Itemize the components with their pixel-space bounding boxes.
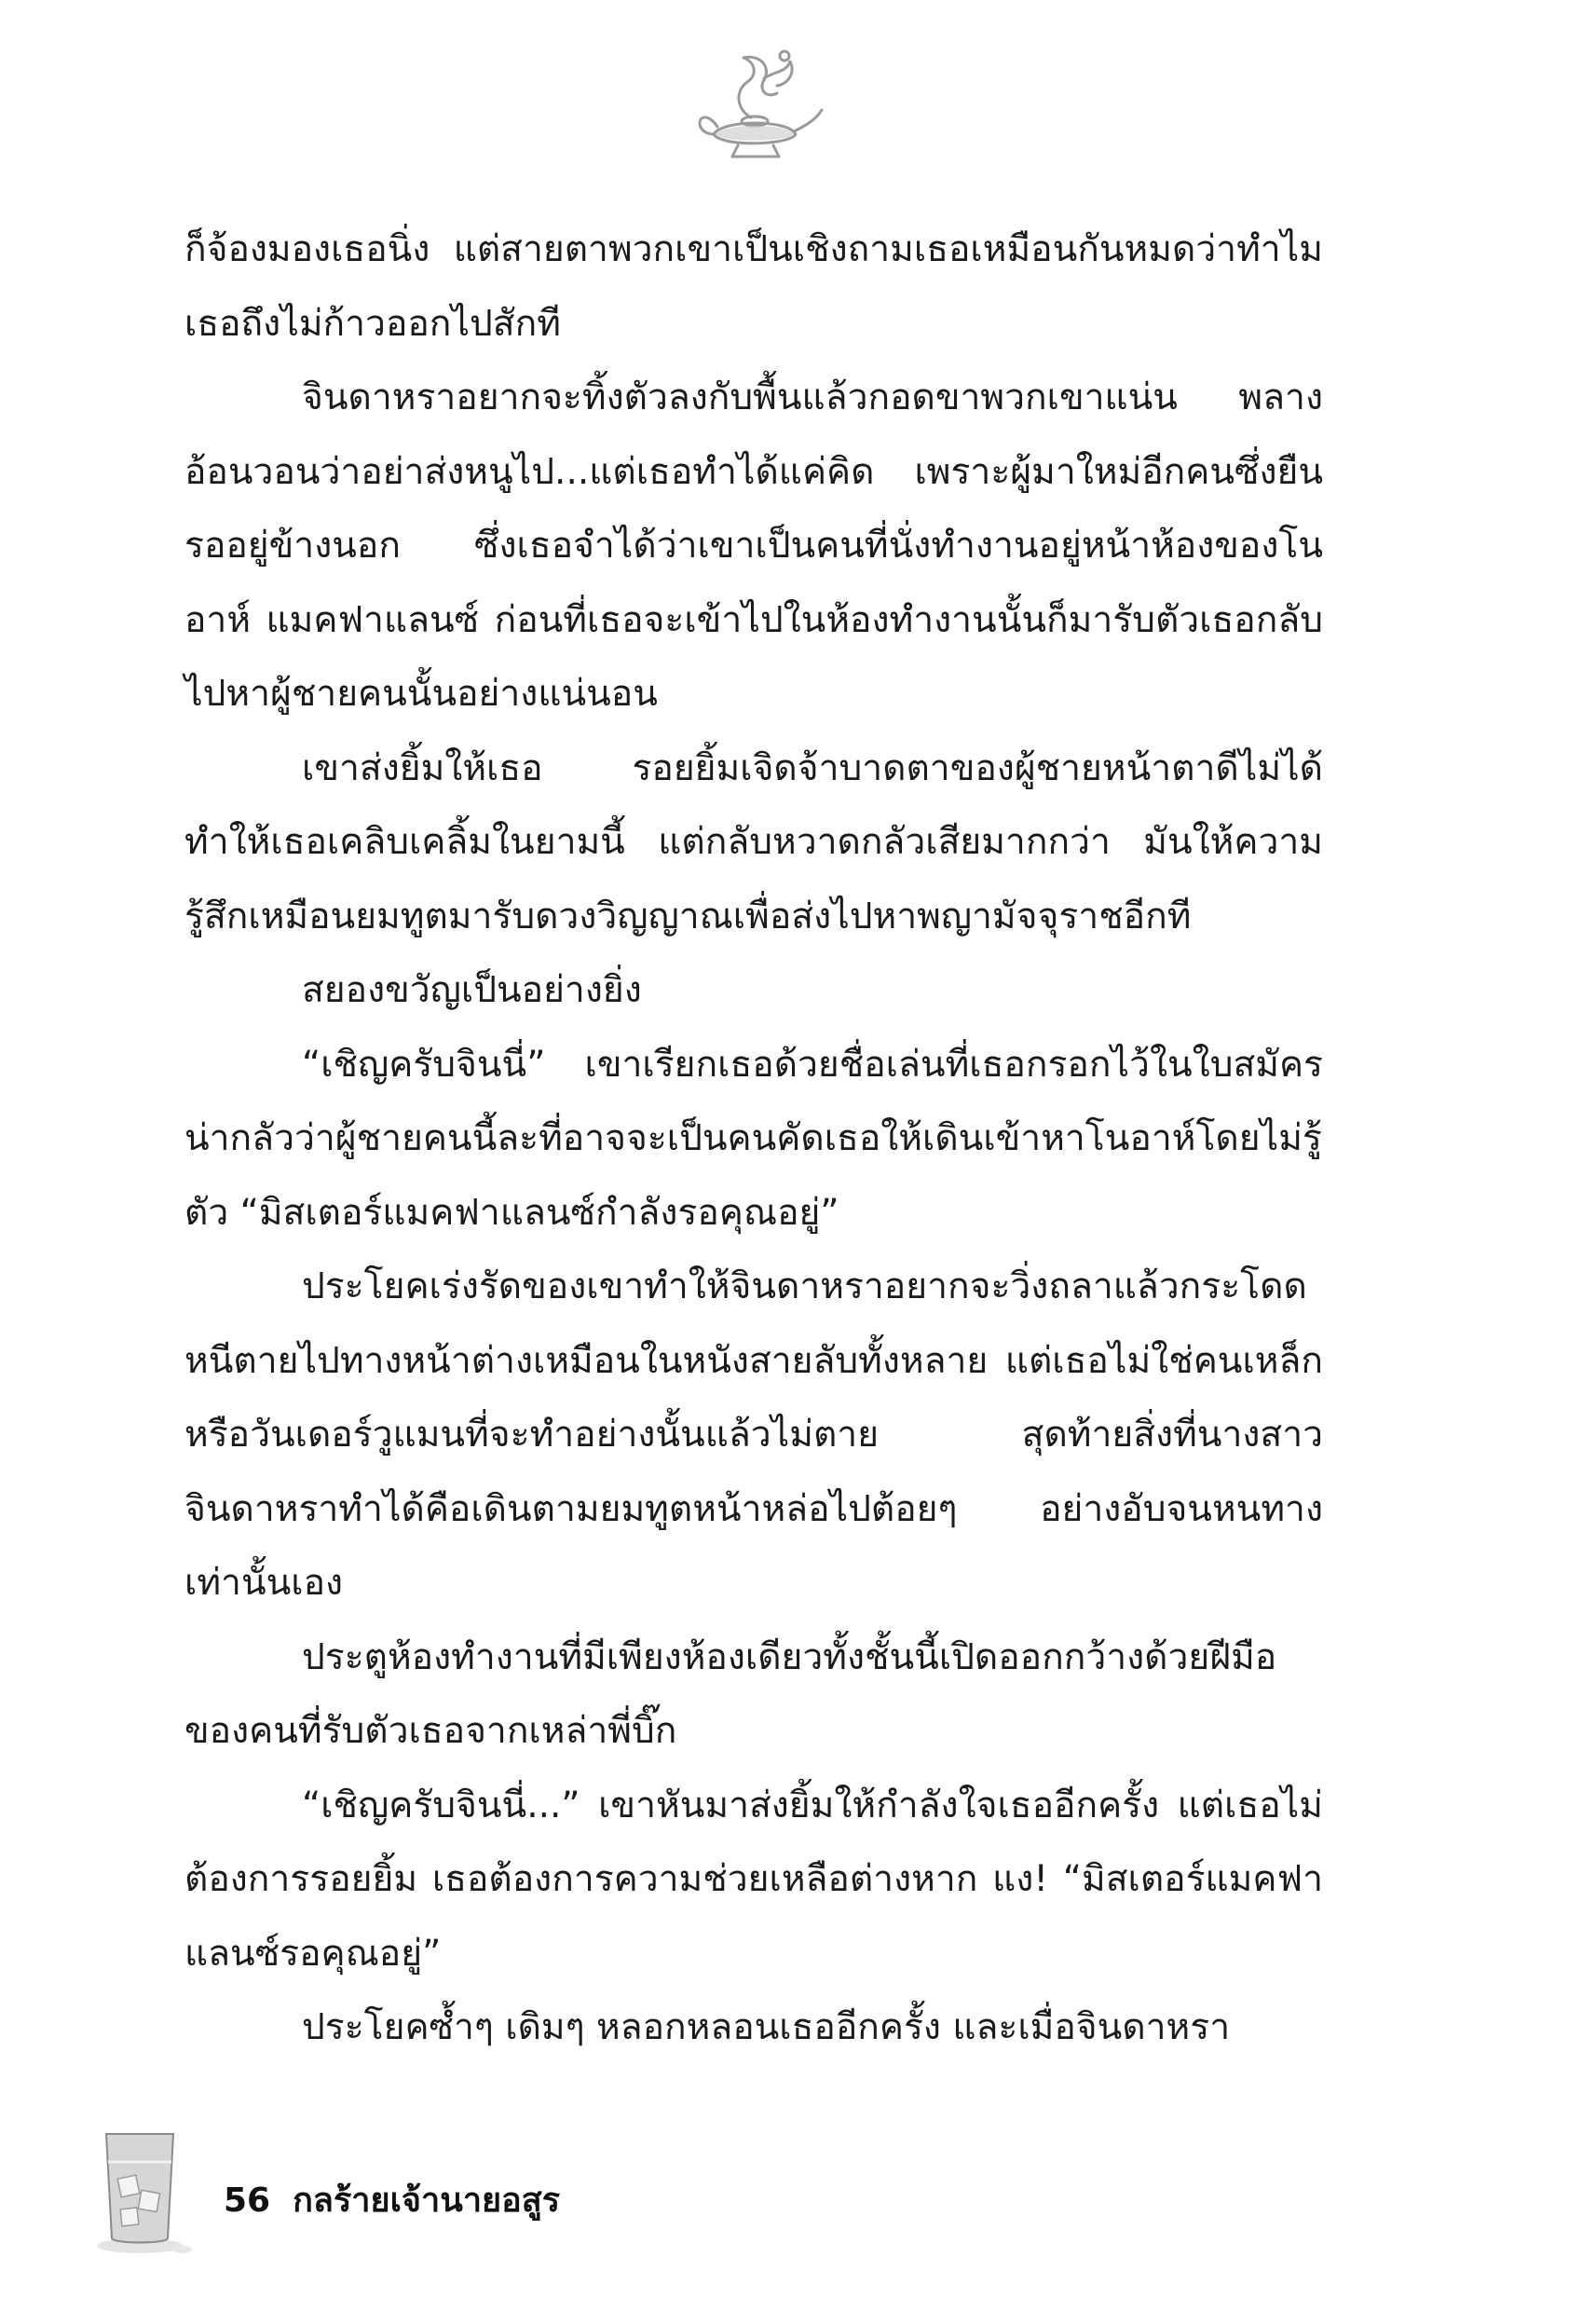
paragraph: จินดาหราอยากจะทิ้งตัวลงกับพื้นแล้วกอดขาพวกเขาแน่น พลางอ้อนวอนว่าอย่าส่งหนูไป...แต่เธอทำได้แค่คิด เพราะผู้มาใหม่อีกคนซึ่งยืนรออยู่ข้างนอก ซึ่งเธอจำได้ว่าเขาเป็นคนที่นั่งทำงานอยู่หน้าห้องของโนอาห์ แมคฟาแลนซ์ ก่อนที่เธอจะเข้าไปในห้องทำงานนั้นก็มารับตัวเธอกลับไปหาผู้ชายคนนั้นอย่างแน่นอน (184, 376, 1323, 715)
page-number: 56 (224, 2181, 271, 2220)
paragraph: “เชิญครับจินนี่...” เขาหันมาส่งยิ้มให้กำลังใจเธออีกครั้ง แต่เธอไม่ต้องการรอยยิ้ม เธอต้องการความช่วยเหลือต่างหาก แง! “มิสเตอร์แมคฟาแลนซ์รอคุณอยู่” (184, 1784, 1323, 1975)
paragraph: ก็จ้องมองเธอนิ่ง แต่สายตาพวกเขาเป็นเชิงถามเธอเหมือนกันหมดว่าทำไมเธอถึงไม่ก้าวออกไปสักที (184, 228, 1323, 345)
whiskey-glass-icon (93, 2125, 205, 2264)
paragraph: ประโยคเร่งรัดของเขาทำให้จินดาหราอยากจะวิ่งถลาแล้วกระโดดหนีตายไปทางหน้าต่างเหมือนในหนังสายลับทั้งหลาย แต่เธอไม่ใช่คนเหล็ก หรือวันเดอร์วูแมนที่จะทำอย่างนั้นแล้วไม่ตาย สุดท้ายสิ่งที่นางสาวจินดาหราทำได้คือเดินตามยมทูตหน้าหล่อไปต้อยๆ อย่างอับจนหนทางเท่านั้นเอง (184, 1265, 1323, 1604)
page-body (184, 212, 1323, 2065)
book-title: กลร้ายเจ้านายอสูร (293, 2181, 561, 2220)
paragraph: ประโยคซ้ำๆ เดิมๆ หลอกหลอนเธออีกครั้ง และเมื่อจินดาหรา (302, 2006, 1231, 2048)
page-footer (0, 2125, 1596, 2311)
paragraph: สยองขวัญเป็นอย่างยิ่ง (302, 969, 642, 1011)
magic-lamp-icon (686, 45, 825, 166)
paragraph: “เชิญครับจินนี่” เขาเรียกเธอด้วยชื่อเล่นที่เธอกรอกไว้ในใบสมัคร น่ากลัวว่าผู้ชายคนนี้ละที่อาจจะเป็นคนคัดเธอให้เดินเข้าหาโนอาห์โดยไม่รู้ตัว “มิสเตอร์แมคฟาแลนซ์กำลังรอคุณอยู่” (184, 1043, 1323, 1234)
paragraph: ประตูห้องทำงานที่มีเพียงห้องเดียวทั้งชั้นนี้เปิดออกกว้างด้วยฝีมือของคนที่รับตัวเธอจากเหล่าพี่บิ๊ก (184, 1635, 1277, 1752)
paragraph: เขาส่งยิ้มให้เธอ รอยยิ้มเจิดจ้าบาดตาของผู้ชายหน้าตาดีไม่ได้ทำให้เธอเคลิบเคลิ้มในยามนี้ แต่กลับหวาดกลัวเสียมากกว่า มันให้ความรู้สึกเหมือนยมทูตมารับดวงวิญญาณเพื่อส่งไปหาพญามัจจุราชอีกที (184, 746, 1323, 937)
footer-caption (224, 2173, 560, 2226)
